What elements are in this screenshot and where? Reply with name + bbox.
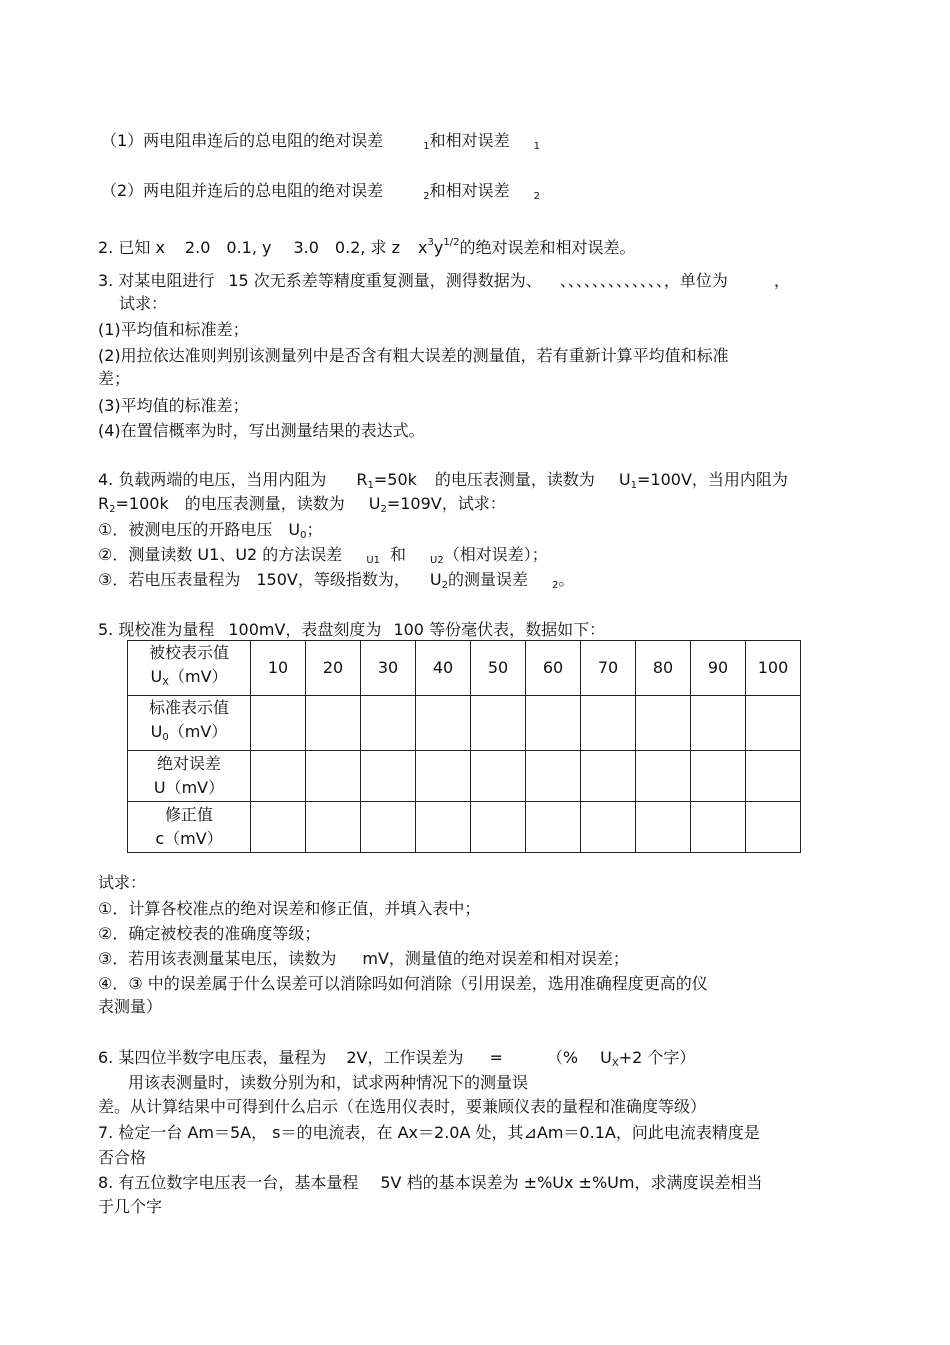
table-cell bbox=[306, 751, 361, 802]
q5-intro: 5. 现校准为量程 100mV，表盘刻度为 100 等份毫伏表，数据如下： bbox=[98, 620, 606, 639]
table-cell: 80 bbox=[636, 641, 691, 696]
q5-item-4a: ④．③ 中的误差属于什么误差可以消除吗如何消除（引用误差，选用准确程度更高的仪 bbox=[98, 974, 708, 993]
table-cell: 90 bbox=[691, 641, 746, 696]
q3-sub-1: (1)平均值和标准差； bbox=[98, 320, 249, 339]
table-cell bbox=[416, 802, 471, 853]
q5-ask: 试求： bbox=[98, 873, 147, 892]
table-cell bbox=[526, 751, 581, 802]
q7-line-2: 否合格 bbox=[98, 1148, 147, 1167]
q6-line-1: 6. 某四位半数字电压表，量程为 2V，工作误差为 = （% $U_X+2$ 个字） bbox=[98, 1048, 696, 1069]
q4-item-3: ③．若电压表量程为 150V，等级指数为， $U_2$的测量误差 $_2$。 bbox=[98, 570, 575, 591]
table-cell bbox=[526, 802, 581, 853]
q3-sub-4: (4)在置信概率为时，写出测量结果的表达式。 bbox=[98, 421, 425, 440]
row-header: 被校表示值 $U_X(mV)$ bbox=[128, 641, 251, 696]
table-cell bbox=[251, 751, 306, 802]
table-cell bbox=[526, 696, 581, 751]
q7-line-1: 7. 检定一台 Am＝5A， s＝的电流表，在 Ax＝2.0A 处，其⊿Am＝0.1A，问此电流表精度是 bbox=[98, 1123, 760, 1142]
table-cell bbox=[251, 696, 306, 751]
table-cell bbox=[471, 696, 526, 751]
table-row bbox=[128, 751, 801, 802]
table-cell bbox=[416, 696, 471, 751]
q5-item-4b: 表测量） bbox=[98, 997, 163, 1016]
table-cell bbox=[471, 802, 526, 853]
table-cell bbox=[746, 802, 801, 853]
q5-item-1: ①．计算各校准点的绝对误差和修正值，并填入表中； bbox=[98, 899, 481, 918]
table-cell: 100 bbox=[746, 641, 801, 696]
q4-item-1: ①．被测电压的开路电压 $U_0$； bbox=[98, 520, 323, 541]
table-cell bbox=[306, 802, 361, 853]
table-cell bbox=[581, 696, 636, 751]
table-cell: 10 bbox=[251, 641, 306, 696]
calibration-table bbox=[127, 640, 801, 853]
q6-line-3: 差。从计算结果中可得到什么启示（在选用仪表时，要兼顾仪表的量程和准确度等级） bbox=[98, 1097, 707, 1116]
row-header: 修正值 c（mV） bbox=[128, 802, 251, 853]
table-cell: 50 bbox=[471, 641, 526, 696]
q3-sub-2a: (2)用拉依达准则判别该测量列中是否含有粗大误差的测量值，若有重新计算平均值和标准 bbox=[98, 346, 729, 365]
table-cell bbox=[361, 751, 416, 802]
table-cell bbox=[746, 696, 801, 751]
table-cell bbox=[306, 696, 361, 751]
table-cell: 30 bbox=[361, 641, 416, 696]
q5-item-2: ②．确定被校表的准确度等级； bbox=[98, 924, 321, 943]
table-cell bbox=[691, 751, 746, 802]
q3-line-1: 3. 对某电阻进行 15 次无系差等精度重复测量，测得数据为、 、、、、、、、、、、、、、，单位为 ， bbox=[98, 271, 790, 290]
q2-line: 2. 已知 x 2.0 0.1, y 3.0 0.2, 求 z $x^3y^{1/2}$的绝对误差和相对误差。 bbox=[98, 237, 636, 257]
table-cell bbox=[471, 751, 526, 802]
q1-item-2: （2）两电阻并连后的总电阻的绝对误差 $_2$和相对误差 $_2$ bbox=[101, 181, 540, 202]
table-cell bbox=[416, 751, 471, 802]
q8-line-2: 于几个字 bbox=[98, 1197, 163, 1216]
q3-sub-3: (3)平均值的标准差； bbox=[98, 396, 249, 415]
q4-line-1: 4. 负载两端的电压，当用内阻为 $R_1=50k$ 的电压表测量，读数为 $U_1=100V$，当用内阻为 bbox=[98, 470, 788, 491]
row-header: 标准表示值 $U_0(mV)$ bbox=[128, 696, 251, 751]
q1-item-1: （1）两电阻串连后的总电阻的绝对误差 $_1$和相对误差 $_1$ bbox=[101, 131, 540, 152]
q4-line-2: $R_2=100k$ 的电压表测量，读数为 $U_2=109V$，试求： bbox=[98, 494, 506, 515]
table-row bbox=[128, 641, 801, 696]
table-cell bbox=[746, 751, 801, 802]
table-cell bbox=[636, 751, 691, 802]
table-cell bbox=[581, 802, 636, 853]
q4-item-2: ②．测量读数 U1、U2 的方法误差 $_{U1}$ 和 $_{U2}$（相对误差）； bbox=[98, 545, 548, 566]
table-cell bbox=[636, 802, 691, 853]
table-cell bbox=[691, 696, 746, 751]
row-header: 绝对误差 U（mV） bbox=[128, 751, 251, 802]
table-cell bbox=[361, 802, 416, 853]
table-cell: 40 bbox=[416, 641, 471, 696]
table-cell bbox=[636, 696, 691, 751]
q5-item-3: ③．若用该表测量某电压，读数为 mV，测量值的绝对误差和相对误差； bbox=[98, 949, 629, 968]
q8-line-1: 8. 有五位数字电压表一台，基本量程 5V 档的基本误差为 ±%Ux ±%Um，求满度误差相当 bbox=[98, 1173, 763, 1192]
table-row bbox=[128, 696, 801, 751]
table-cell bbox=[361, 696, 416, 751]
table-cell: 70 bbox=[581, 641, 636, 696]
q3-sub-2b: 差； bbox=[98, 369, 131, 388]
table-cell bbox=[581, 751, 636, 802]
q6-line-2: 用该表测量时，读数分别为和，试求两种情况下的测量误 bbox=[128, 1073, 529, 1092]
q3-line-2: 试求： bbox=[119, 294, 168, 313]
table-row bbox=[128, 802, 801, 853]
table-cell: 20 bbox=[306, 641, 361, 696]
table-cell bbox=[251, 802, 306, 853]
table-cell: 60 bbox=[526, 641, 581, 696]
table-cell bbox=[691, 802, 746, 853]
